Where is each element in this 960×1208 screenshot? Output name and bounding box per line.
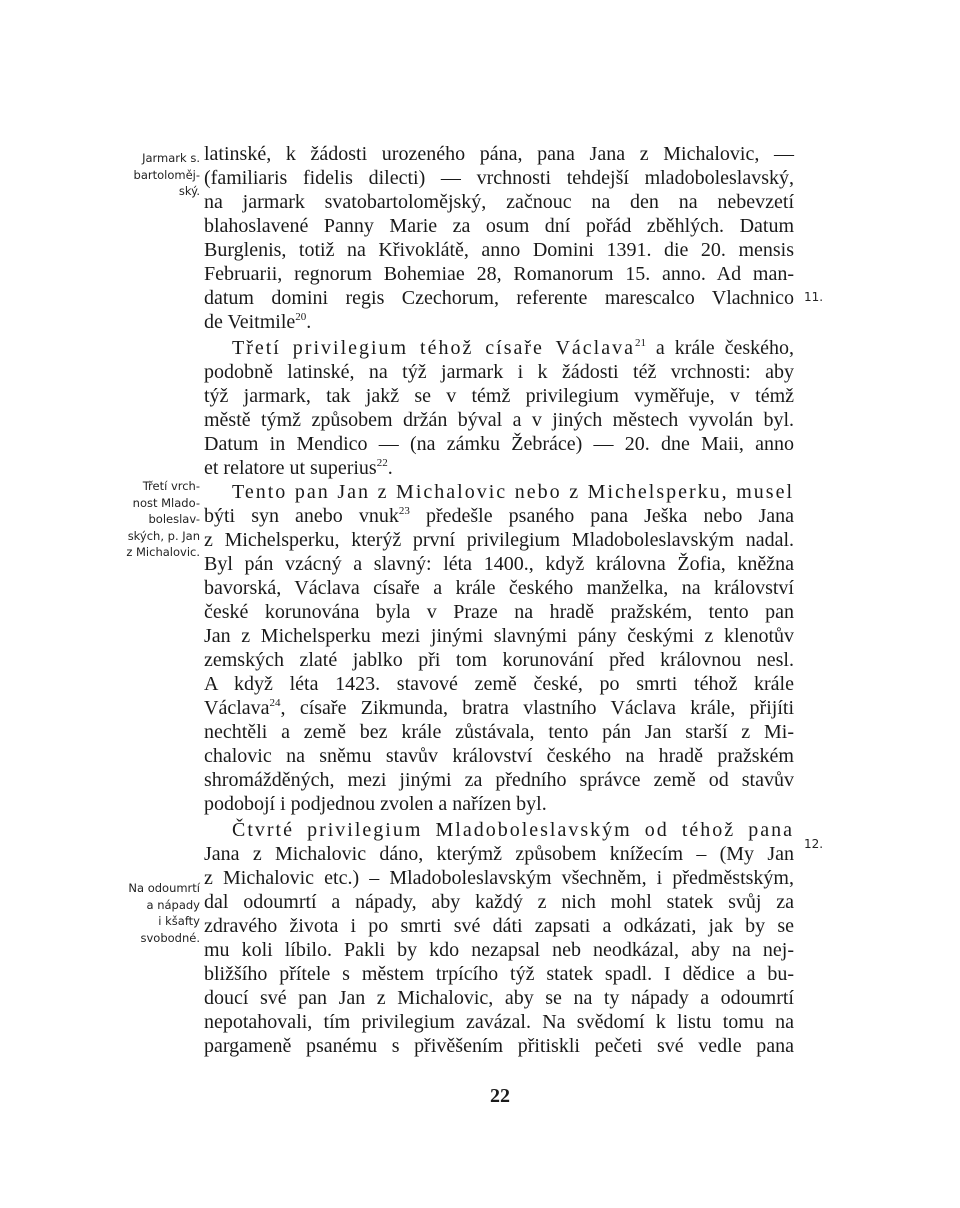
- text-line: pargameně psanému s přivěšením přitiskli pečeti své vedle pana: [204, 1035, 794, 1057]
- text-line: Jan z Michelsperku mezi jinými slavnými pány českými z klenotův: [204, 625, 794, 647]
- text-line: [204, 504, 794, 528]
- text-line: [232, 480, 794, 504]
- text-line: A když léta 1423. stavové země české, po smrti téhož krále: [204, 673, 794, 695]
- text-line: [204, 310, 794, 334]
- text-span: .: [387, 457, 393, 479]
- text-span: býti syn anebo vnuk: [204, 505, 399, 527]
- margin-note-line: Na odoumrtí: [128, 881, 200, 895]
- margin-note-line: i kšafty: [158, 914, 200, 928]
- margin-note-line: Třetí vrch-: [142, 479, 200, 493]
- text-line: Datum in Mendico — (na zámku Žebráce) — 20. dne Maii, anno: [204, 433, 794, 455]
- text-line: Februarii, regnorum Bohemiae 28, Romanorum 15. anno. Ad man-: [204, 263, 794, 285]
- text-line: blahoslavené Panny Marie za osum dní pořád zběhlých. Datum: [204, 215, 794, 237]
- text-line: [232, 818, 794, 842]
- line-number-11: 11.: [804, 290, 824, 304]
- text-span: Třetí privilegium téhož císaře Václava: [232, 337, 635, 359]
- text-line: bavorská, Václava císaře a krále českého manželka, na království: [204, 577, 794, 599]
- footnote-ref: 24: [269, 697, 281, 709]
- text-line: nechtěli a země bez krále zůstávala, tento pán Jan starší z Mi-: [204, 721, 794, 743]
- text-span: předešle psaného pana Ješka nebo Jana: [409, 505, 795, 527]
- text-line: dal odoumrtí a nápady, aby každý z nich mohl statek svůj za: [204, 891, 794, 913]
- margin-note-line: a nápady: [146, 897, 200, 912]
- text-line: zdravého života i po smrti své dáti zapsati a odkázati, jak by se: [204, 915, 794, 937]
- text-line: Byl pán vzácný a slavný: léta 1400., když královna Žofia, kněžna: [204, 553, 794, 575]
- text-line: na jarmark svatobartolomějský, začnouc na den na nebevzetí: [204, 191, 794, 213]
- text-line: české korunována byla v Praze na hradě pražském, tento pan: [204, 601, 794, 623]
- text-line: latinské, k žádosti urozeného pána, pana Jana z Michalovic, —: [204, 143, 794, 165]
- text-line: (familiaris fidelis dilecti) — vrchnosti tehdejší mladoboleslavský,: [204, 167, 794, 189]
- footnote-ref: 21: [634, 337, 646, 349]
- text-line: [204, 696, 794, 720]
- text-line: chalovic na sněmu stavův království českého na hradě pražském: [204, 745, 794, 767]
- margin-note-line: Jarmark s.: [142, 151, 200, 165]
- text-span: .: [306, 311, 312, 333]
- text-span: Václava: [204, 697, 270, 719]
- margin-note-line: ský.: [178, 184, 200, 198]
- text-span: a krále českého,: [645, 337, 794, 359]
- margin-note-line: boleslav-: [148, 512, 200, 526]
- text-line: bližšího přítele s městem trpícího týž statek spadl. I dědice a bu-: [204, 963, 794, 985]
- text-line: zemských zlaté jablko při tom korunování před královnou nesl.: [204, 649, 794, 671]
- margin-note-line: nost Mlado-: [132, 495, 200, 510]
- line-number-12: 12.: [804, 837, 824, 851]
- text-span: Tento pan Jan z Michalovic nebo z Michelsperku, musel: [232, 481, 794, 503]
- margin-note-line: bartoloměj-: [133, 167, 200, 182]
- text-span: Čtvrté privilegium Mladoboleslavským od téhož pana: [232, 819, 794, 841]
- text-span: , císaře Zikmunda, bratra vlastního Václava krále, přijíti: [280, 697, 794, 719]
- page-number: 22: [490, 1085, 510, 1107]
- text-line: mu koli líbilo. Pakli by kdo nezapsal neb neodkázal, aby na nej-: [204, 939, 794, 961]
- margin-note-line: svobodné.: [140, 930, 200, 945]
- text-line: týž jarmark, tak jakž se v témž privilegium vyměřuje, v témž: [204, 385, 794, 407]
- margin-note-line: z Michalovic.: [126, 545, 200, 559]
- margin-note-jarmark: [90, 150, 200, 200]
- text-line: datum domini regis Czechorum, referente marescalco Vlachnico: [204, 287, 794, 309]
- footnote-ref: 23: [398, 505, 410, 517]
- text-span: et relatore ut superius: [204, 457, 377, 479]
- text-line: městě týmž způsobem držán býval a v jiných městech vyvolán byl.: [204, 409, 794, 431]
- margin-note-odoumrti: [90, 880, 200, 946]
- text-line: z Michelsperku, kterýž první privilegium Mladoboleslavským nadal.: [204, 529, 794, 551]
- margin-note-treti-vrchnost: [90, 478, 200, 561]
- margin-note-line: ských, p. Jan: [127, 528, 200, 543]
- footnote-ref: 20: [295, 311, 307, 323]
- text-line: doucí své pan Jan z Michalovic, aby se na ty nápady a odoumrtí: [204, 987, 794, 1009]
- text-line: [232, 336, 794, 360]
- text-line: Jana z Michalovic dáno, kterýmž způsobem knížecím – (My Jan: [204, 843, 794, 865]
- text-line: podobně latinské, na týž jarmark i k žádosti též vrchnosti: aby: [204, 361, 794, 383]
- text-line: shromážděných, mezi jinými za předního správce země od stavův: [204, 769, 794, 791]
- text-line: z Michalovic etc.) – Mladoboleslavským všechněm, i předměstským,: [204, 867, 794, 889]
- text-line: [204, 456, 794, 480]
- footnote-ref: 22: [376, 457, 388, 469]
- text-line: nepotahovali, tím privilegium zavázal. Na svědomí k listu tomu na: [204, 1011, 794, 1033]
- text-line: podobojí i podjednou zvolen a nařízen byl.: [204, 793, 547, 815]
- text-line: Burglenis, totiž na Křivoklátě, anno Domini 1391. die 20. mensis: [204, 239, 794, 261]
- text-span: de Veitmile: [204, 311, 296, 333]
